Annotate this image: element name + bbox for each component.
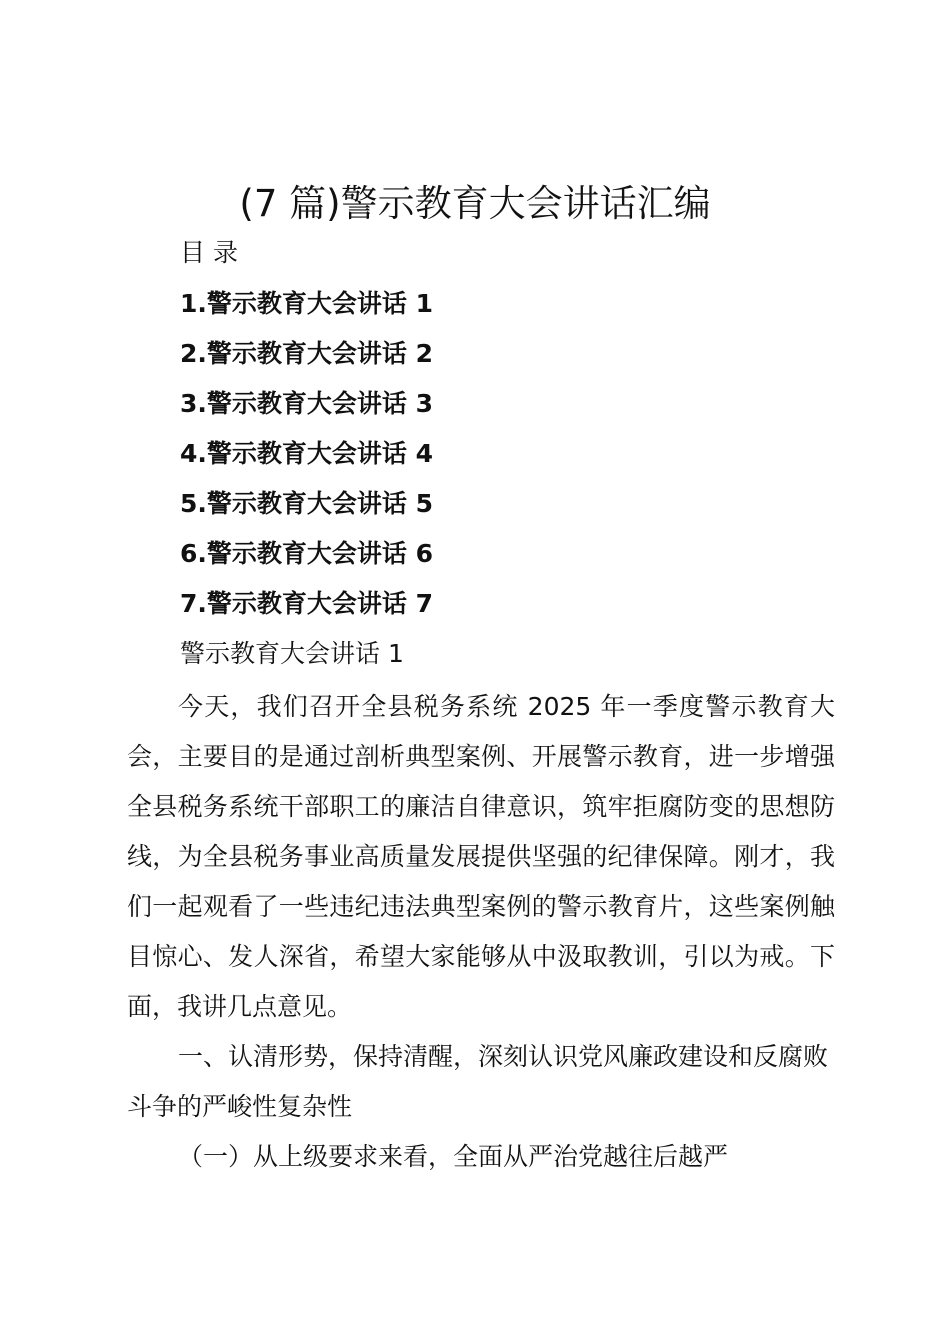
toc-item[interactable]: 2.警示教育大会讲话 2 (180, 339, 433, 368)
toc-item[interactable]: 4.警示教育大会讲话 4 (180, 439, 433, 468)
toc-heading: 目 录 (180, 238, 238, 267)
level-one-heading: 一、认清形势，保持清醒，深刻认识党风廉政建设和反腐败斗争的严峻性复杂性 (127, 1042, 829, 1121)
toc-item[interactable]: 1.警示教育大会讲话 1 (180, 289, 433, 318)
document-title: (7 篇)警示教育大会讲话汇编 (239, 182, 711, 225)
toc-item[interactable]: 5.警示教育大会讲话 5 (180, 489, 433, 518)
table-of-contents (180, 286, 433, 636)
toc-item[interactable]: 3.警示教育大会讲话 3 (180, 389, 433, 418)
toc-item[interactable]: 6.警示教育大会讲话 6 (180, 539, 433, 568)
toc-item[interactable]: 7.警示教育大会讲话 7 (180, 589, 433, 618)
body-paragraph: 今天，我们召开全县税务系统 2025 年一季度警示教育大会，主要目的是通过剖析典型案例、开展警示教育，进一步增强全县税务系统干部职工的廉洁自律意识，筑牢拒腐防变的思想防线，为全县税务事业高质量发展提供坚强的纪律保障。刚才，我们一起观看了一些违纪违法典型案例的警示教育片，这些案例触目惊心、发人深省，希望大家能够从中汲取教训，引以为戒。下面，我讲几点意见。 (127, 692, 835, 1021)
section-title: 警示教育大会讲话 1 (180, 639, 404, 668)
level-two-heading: （一）从上级要求来看，全面从严治党越往后越严 (178, 1142, 729, 1171)
